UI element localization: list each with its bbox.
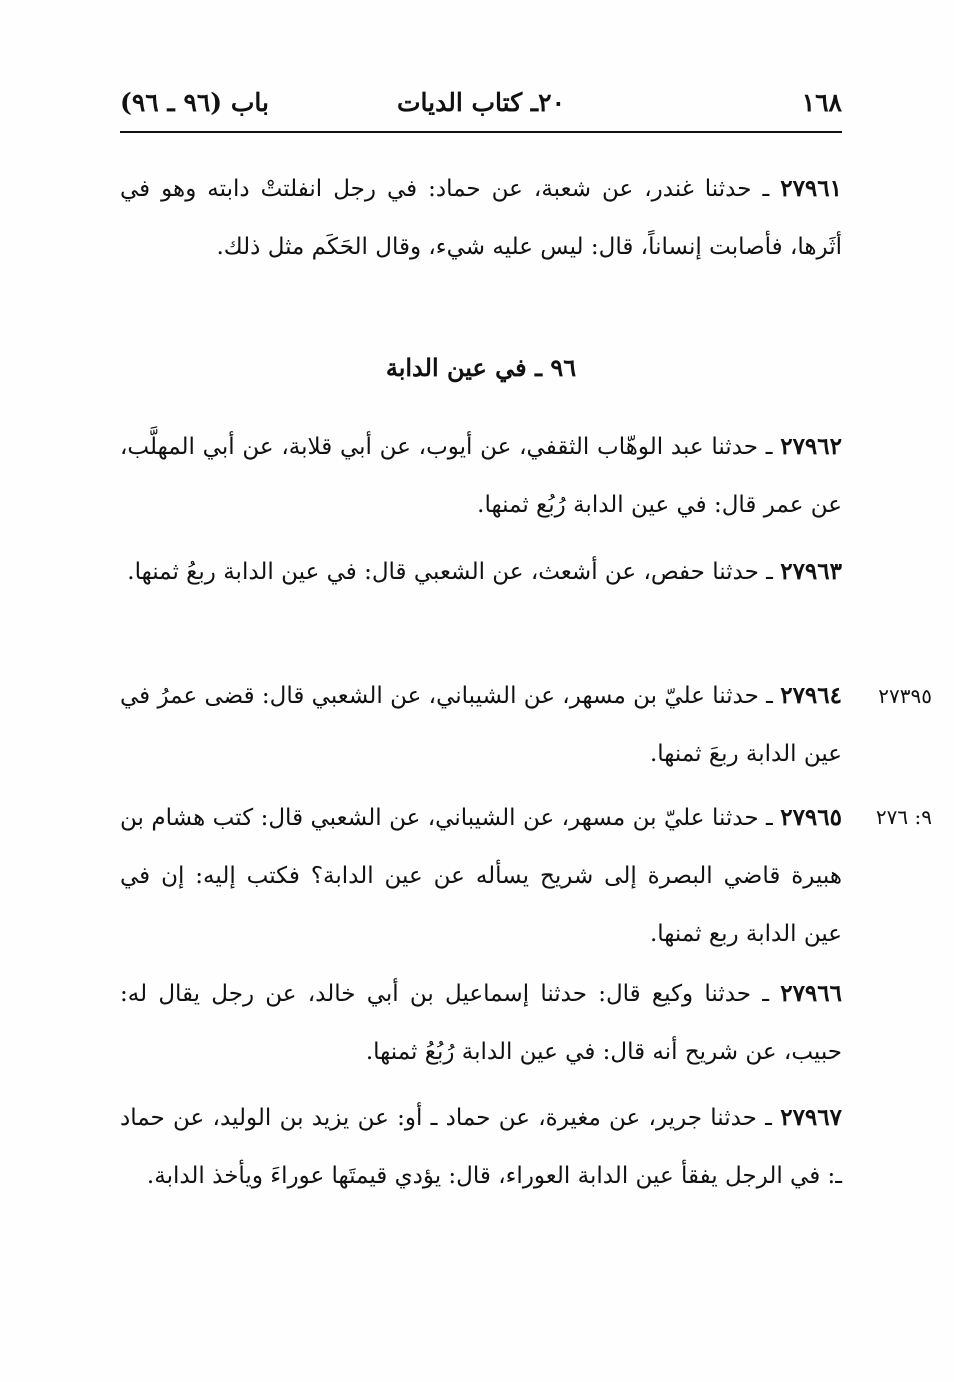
hadith-text: ـ حدثنا عليّ بن مسهر، عن الشيباني، عن الشعبي قال: كتب هشام بن هبيرة قاضي البصرة إلى شريح يسأله عن عين الدابة؟ فكتب إليه: إن في عين الدابة ربع ثمنها.: [120, 805, 842, 947]
page-number: ١٦٨: [801, 88, 842, 117]
hadith-number: ٢٧٩٦١: [780, 175, 842, 202]
hadith-text: ـ حدثنا غندر، عن شعبة، عن حماد: في رجل انفلتتْ دابته وهو في أثَرها، فأصابت إنساناً، قال: ليس عليه شيء، وقال الحَكَم مثل ذلك.: [120, 176, 842, 260]
hadith-text: ـ حدثنا عبد الوهّاب الثقفي، عن أيوب، عن أبي قلابة، عن أبي المهلَّب، عن عمر قال: في عين الدابة رُبُع ثمنها.: [120, 434, 842, 518]
hadith-paragraph: [120, 667, 842, 783]
page-header: [120, 88, 842, 128]
hadith-number: ٢٧٩٦٦: [780, 980, 842, 1007]
hadith-paragraph: [120, 965, 842, 1081]
hadith-text: ـ حدثنا عليّ بن مسهر، عن الشيباني، عن الشعبي قال: قضى عمرُ في عين الدابة ربعَ ثمنها.: [119, 683, 842, 767]
hadith-number: ٢٧٩٦٤: [780, 682, 842, 709]
hadith-number: ٢٧٩٦٥: [780, 804, 842, 831]
chapter-range: باب (٩٦ ـ ٩٦): [120, 88, 269, 117]
hadith-text: ـ حدثنا وكيع قال: حدثنا إسماعيل بن أبي خالد، عن رجل يقال له: حبيب، عن شريح أنه قال: في عين الدابة رُبُعُ ثمنها.: [120, 981, 842, 1065]
margin-reference: ٩: ٢٧٦: [875, 805, 932, 829]
hadith-text: ـ حدثنا حفص، عن أشعث، عن الشعبي قال: في عين الدابة ربعُ ثمنها.: [127, 559, 781, 585]
hadith-number: ٢٧٩٦٧: [780, 1104, 842, 1131]
hadith-paragraph: [120, 1089, 842, 1205]
hadith-paragraph: [120, 789, 842, 963]
section-title: ٩٦ ـ في عين الدابة: [385, 353, 577, 382]
hadith-text: ـ حدثنا جرير، عن مغيرة، عن حماد ـ أو: عن يزيد بن الوليد، عن حماد ـ: في الرجل يفقأ عين الدابة العوراء، قال: يؤدي قيمتَها عوراءَ ويأخذ الدابة.: [120, 1105, 842, 1189]
header-rule: [120, 131, 842, 133]
hadith-paragraph: [120, 543, 842, 601]
hadith-number: ٢٧٩٦٢: [780, 433, 842, 460]
margin-reference: ٢٧٣٩٥: [878, 684, 932, 708]
hadith-number: ٢٧٩٦٣: [780, 558, 842, 585]
book-title: ٢٠ـ كتاب الديات: [397, 88, 565, 117]
hadith-paragraph: [120, 418, 842, 534]
hadith-paragraph: [120, 160, 842, 276]
